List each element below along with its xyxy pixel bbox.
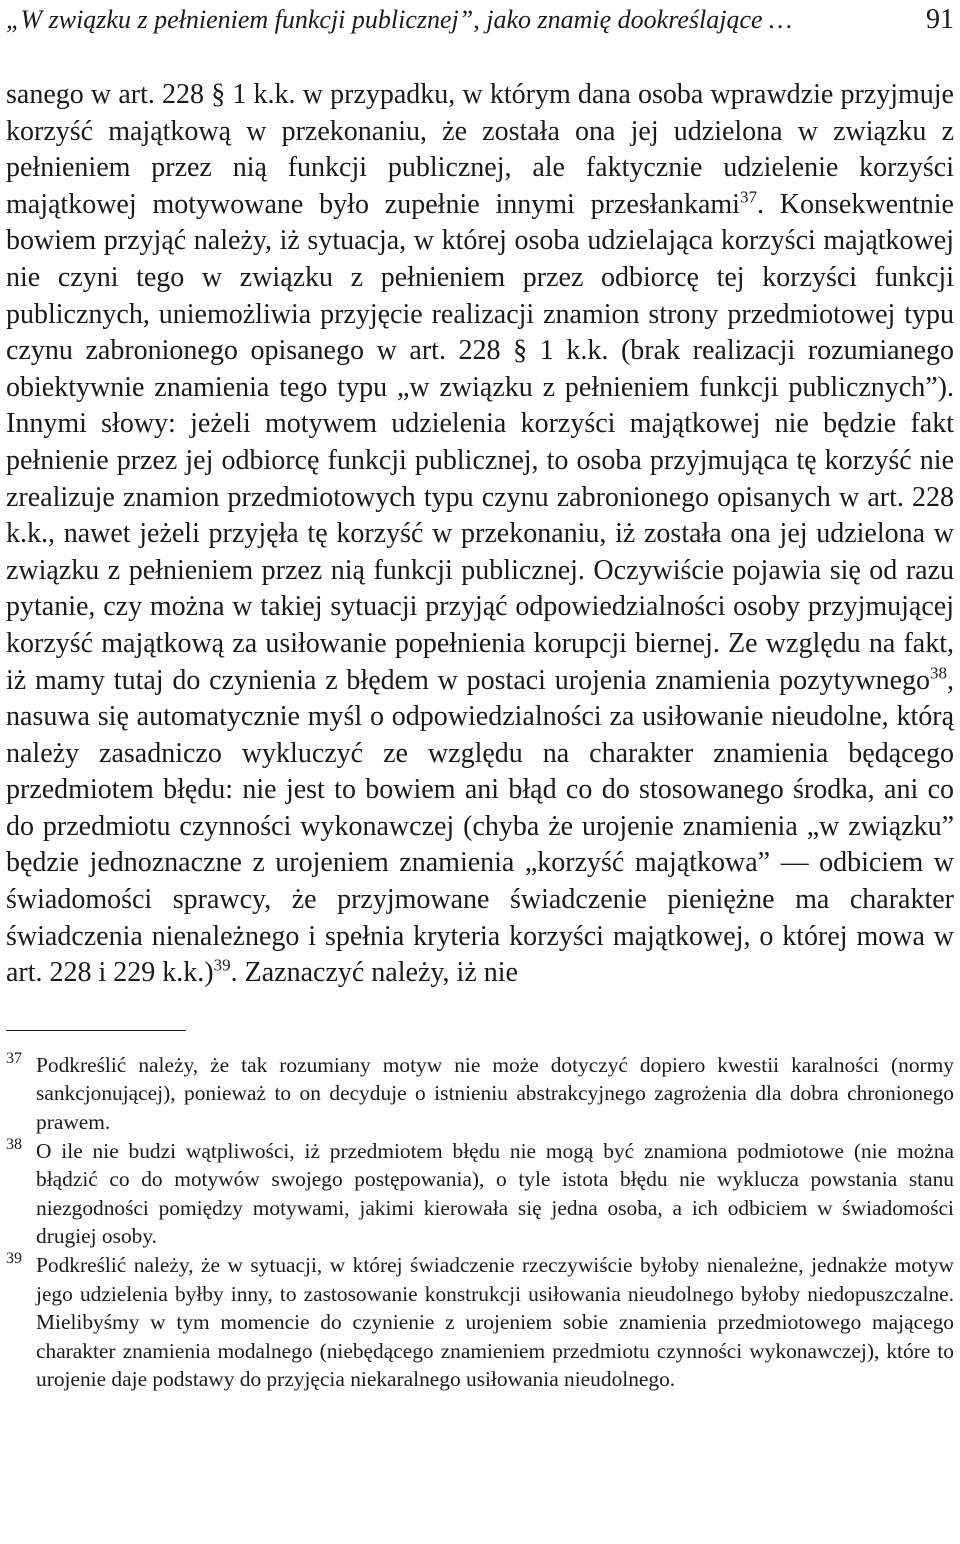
footnote-ref-39[interactable]: 39 [213, 955, 231, 975]
footnote-number: 37 [6, 1049, 22, 1067]
body-text-segment-2: . Konsekwentnie bowiem przyjąć należy, iż sytuacja, w której osoba udzielająca korzyści majątkowej nie czyni tego w związku z pełnieniem przez odbiorcę tej korzyści funkcji publicznych, uniemożliwia przyjęcie realizacji znamion strony przedmiotowej typu czynu zabronionego opisanego w art. 228 § 1 k.k. (brak realizacji rozumianego obiektywnie znamienia tego typu „w związku z pełnieniem funkcji publicznych”). Innymi słowy: jeżeli motywem udzielenia korzyści majątkowej nie będzie fakt pełnienie przez jej odbiorcę funkcji publicznej, to osoba przyjmująca tę korzyść nie zrealizuje znamion przedmiotowych typu czynu zabronionego opisanych w art. 228 k.k., nawet jeżeli przyjęła tę korzyść w przekonaniu, iż została ona jej udzielona w związku z pełnieniem przez nią funkcji publicznej. Oczywiście pojawia się od razu pytanie, czy można w takiej sytuacji przyjąć odpowiedzialności osoby przyjmującej korzyść majątkową za usiłowanie popełnienia korupcji biernej. Ze względu na fakt, iż mamy tutaj do czynienia z błędem w postaci urojenia znamienia pozytywnego [6, 188, 954, 696]
page-number: 91 [926, 4, 954, 35]
running-header [6, 0, 954, 40]
footnote-ref-38[interactable]: 38 [930, 663, 947, 683]
footnote-37 [6, 1051, 954, 1137]
main-body-text [6, 77, 954, 992]
running-header-title: „W związku z pełnieniem funkcji publicznej”, jako znamię dookreślające … [6, 5, 793, 34]
body-paragraph [6, 77, 954, 992]
footnote-39 [6, 1251, 954, 1394]
footnote-ref-37[interactable]: 37 [739, 187, 757, 207]
footnote-number: 39 [6, 1250, 22, 1267]
body-text-segment-4: . Zaznaczyć należy, iż nie [230, 957, 518, 989]
footnote-separator [6, 1030, 186, 1031]
footnote-text: Podkreślić należy, że tak rozumiany motyw nie może dotyczyć dopiero kwestii karalności (normy sankcjonującej), ponieważ to on decyduje o istnieniu abstrakcyjnego zagrożenia dla dobra chronionego prawem. [36, 1052, 954, 1135]
body-text-segment-1: sanego w art. 228 § 1 k.k. w przypadku, w którym dana osoba wprawdzie przyjmuje korzyść majątkową w przekonaniu, że została ona jej udzielona w związku z pełnieniem przez nią funkcji publicznej, ale faktycznie udzielenie korzyści majątkowej motywowane było zupełnie innymi przesłankami [6, 79, 954, 220]
document-page [6, 0, 954, 1394]
footnote-text: O ile nie budzi wątpliwości, iż przedmiotem błędu nie mogą być znamiona podmiotowe (nie można błądzić co do motywów swojego postępowania), o tyle istota błędu nie wyklucza powstania stanu niezgodności pomiędzy motywami, jakimi kierowała się jedna osoba, a ich odbiciem w świadomości drugiej osoby. [36, 1138, 954, 1249]
footnote-38 [6, 1137, 954, 1251]
footnotes-section [6, 1051, 954, 1394]
footnote-text: Podkreślić należy, że w sytuacji, w której świadczenie rzeczywiście byłoby nienależne, jednakże motyw jego udzielenia byłby inny, to zastosowanie konstrukcji usiłowania nieudolnego byłoby niedopuszczalne. Mielibyśmy w tym momencie do czynienie z urojeniem sobie znamienia przedmiotowego mającego charakter znamienia modalnego (niebędącego znamieniem przedmiotu czynności wykonawczej), które to urojenie daje podstawy do przyjęcia niekaralnego usiłowania nieudolnego. [36, 1253, 954, 1392]
footnote-number: 38 [6, 1135, 22, 1153]
body-text-segment-3: , nasuwa się automatycznie myśl o odpowiedzialności za usiłowanie nieudolne, którą należy zasadniczo wykluczyć ze względu na charakter znamienia będącego przedmiotem błędu: nie jest to bowiem ani błąd co do stosowanego środka, ani co do przedmiotu czynności wykonawczej (chyba że urojenie znamienia „w związku” będzie jednoznaczne z urojeniem znamienia „korzyść majątkowa” — odbiciem w świadomości sprawcy, że przyjmowane świadczenie pieniężne ma charakter świadczenia nienależnego i spełnia kryteria korzyści majątkowej, o której mowa w art. 228 i 229 k.k.) [6, 664, 954, 989]
